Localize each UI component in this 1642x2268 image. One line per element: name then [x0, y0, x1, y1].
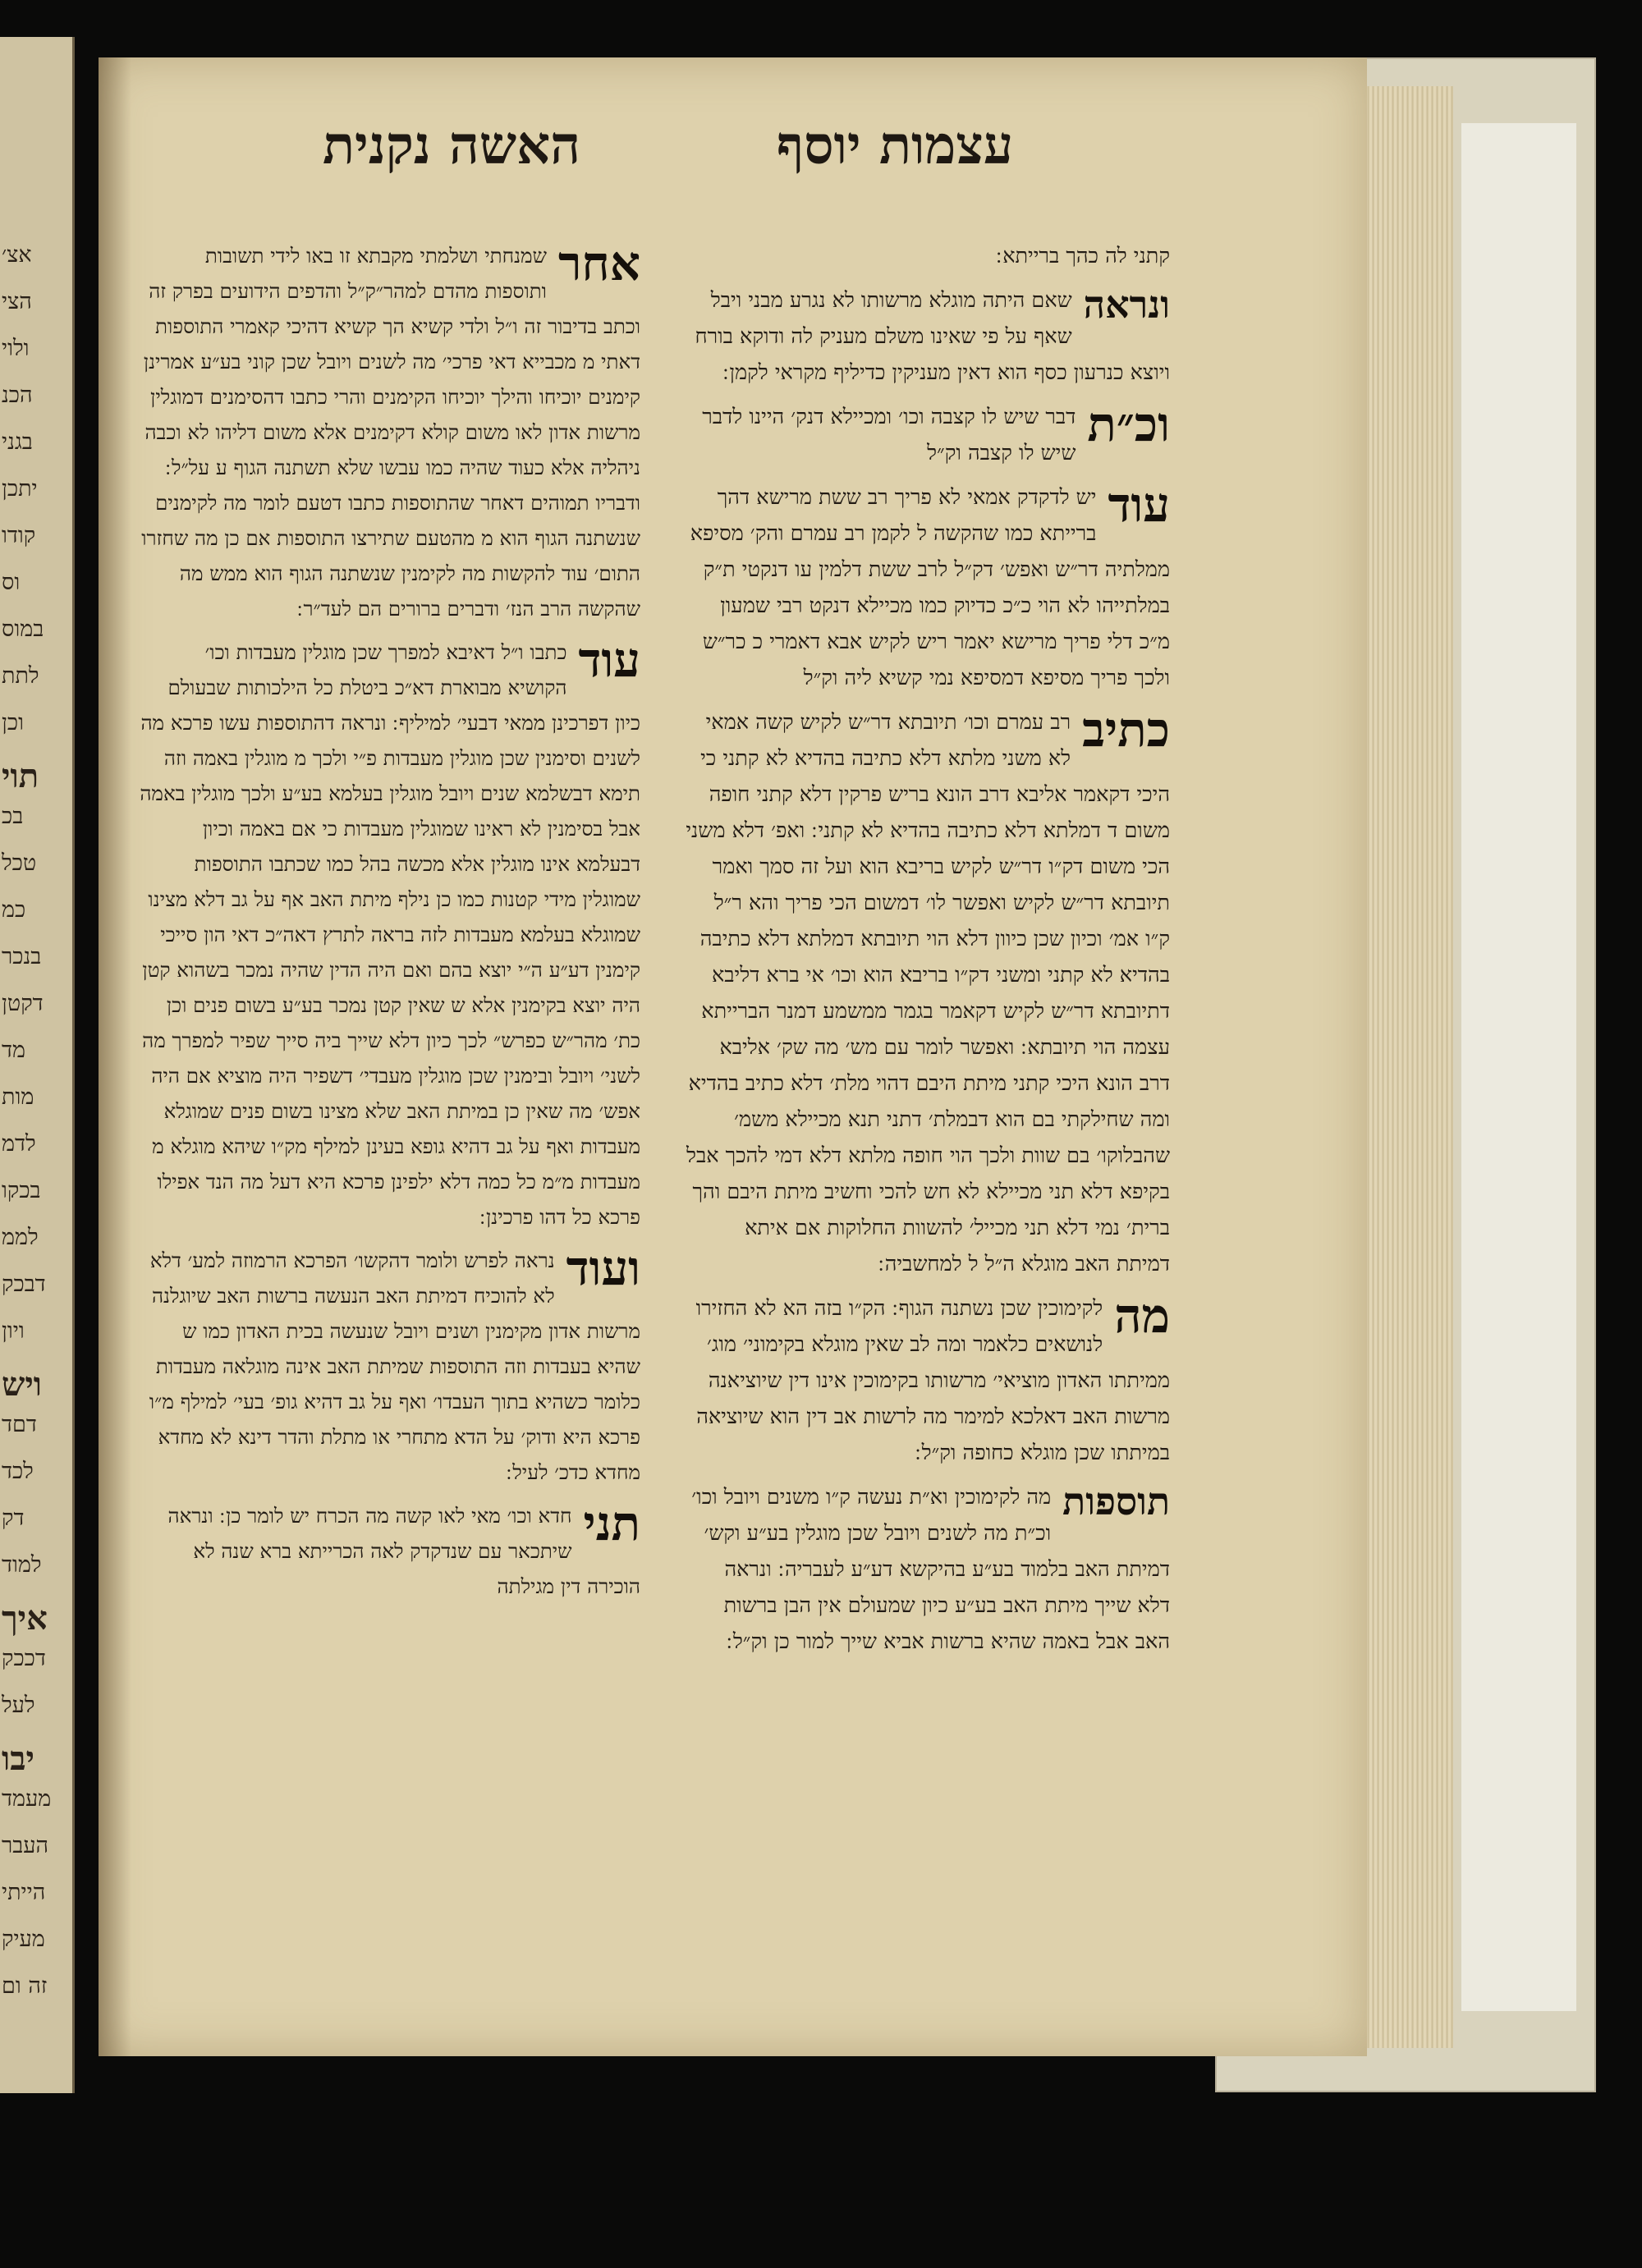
paragraph-keyword: ועוד	[566, 1240, 640, 1296]
paragraph-text: נראה לפרש ולומר דהקשו׳ הפרכא הרמוזה למע׳ דלא לא להוכיח דמיתת האב הנעשה ברשות האב שיוגלנה מרשות אדון מקימנין ושנים ויובל שנעשה בכית האדון כמו ש שהיא בעבדות וזה התוספות שמיתת האב אינה מוגלאה מעבדות כלומר כשהיא בתוך העבדו׳ ואף על גב דהיא גופ׳ בעי׳ למילף מ״ו פרכא היא ודוק׳ על הדא מתחרי או מתלת והדר דינא לא מחדא מחדא כדכ׳ לעיל ׃	[149, 1249, 640, 1484]
paragraph-text: לקימוכין שכן נשתנה הגוף ׃ הק״ו בזה הא לא החזירו לנושאים כלאמר ומה לב שאין מוגלא בקימוני׳ מוג׳ ממיתתו האדון מוציאי׳ מרשותו בקימוכין אינו דין שיוציאנה מרשות האב דאלכא למימר מה לרשות אב דין הוא שיוציאה במיתתו שכן מוגלא כחופה וק״ל ׃	[695, 1296, 1170, 1465]
neighbor-page-fragment: זה ום	[2, 1973, 48, 1999]
neighbor-page-fragment: העבר	[2, 1833, 49, 1858]
paragraph-text: קתני לה כהך ברייתא ׃	[996, 244, 1170, 268]
neighbor-page-fragment: ויון	[2, 1318, 25, 1344]
paragraph-keyword: עוד	[578, 632, 640, 688]
neighbor-page-fragment: יבו	[2, 1739, 34, 1778]
paragraph-text: חדא וכו׳ מאי לאו קשה מה הכרח יש לומר כן ׃ ונראה שיתכאר עם שנדקדק לאה הכרייתא ברא שנה לא הוכירה דין מגילתה	[167, 1504, 640, 1598]
neighbor-page-fragment: וס	[2, 570, 21, 595]
neighbor-page-fragment: למוד	[2, 1552, 42, 1578]
neighbor-page-fragment: אצ׳	[2, 242, 32, 268]
paragraph-text: שמנחתי ושלמתי מקבתא זו באו לידי תשובות ותוספות מהדם למהר״ק״ל והדפים הידועים בפרק זה וכתב בדיבור זה ו״ל ולדי קשיא הך קשיא דהיכי קאמרי התוספות דאתי מ מכבייא דאי פרכי׳ מה לשנים ויובל שכן קוני בע״ע אמרינן קימנים יוכיחו והילך יוכיחו הקימנים והרי כתבו דהסימנים דמוגלין מרשות אדון לאו משום קולא דקימנים אלא משום דליהו לא וכבה ניהליה אלא כעוד שהיה כמו עבשו שלא תשתנה הגוף ע על״ל ׃ ודבריו תמוהים דאחר שהתוספות כתבו דטעם לומר מה לקימנים שנשתנה הגוף הוא מ מהטעם שתירצו התוספות אם כן מה שחזרו התום׳ עוד להקשות מה לקימנין שנשתנה הגוף הוא ממש מה שהקשה הרב הנז׳ ודברים ברורים הם לעד״ר ׃	[141, 244, 640, 621]
neighbor-page-fragment: איך	[2, 1599, 48, 1638]
neighbor-page-fragment: לכד	[2, 1459, 34, 1484]
neighbor-page-fragment: דככק	[2, 1646, 46, 1671]
neighbor-page-fragment: הייתי	[2, 1880, 46, 1905]
paragraph-keyword: ונראה	[1083, 282, 1170, 327]
commentary-paragraph	[140, 1240, 640, 1490]
paragraph-keyword: תני	[583, 1496, 640, 1551]
folder-insert	[1461, 123, 1576, 2011]
commentary-paragraph	[686, 238, 1170, 274]
paragraph-text: דבר שיש לו קצבה וכו׳ ומכיילא דנק׳ היינו לדבר שיש לו קצבה וק״ל	[702, 405, 1076, 465]
paragraph-text: כתבו ו״ל דאיבא למפרך שכן מוגלין מעבדות וכו׳ הקושיא מבוארת דא״כ ביטלת כל הילכותות שבעולם כיון דפרכינן ממאי דבעי׳ למיליף ׃ ונראה דהתוספות עשו פרכא מה לשנים וסימנין שכן מוגלין מעבדות פ״י ולכך מ מוגלין באמה וזה תימא דבשלמא שנים ויובל מוגלין בעלמא בע״ע ולכך מוגלין באמה אבל בסימנין לא ראינו שמוגלין מעבדות כי אם באמה וכיון דבעלמא אינו מוגלין אלא מכשה בהל כמו שכתבו התוספות שמוגלין מידי קטנות כמו כן נילף מיתת האב אף על גב דלא מצינו שמוגלא בעלמא מעבדות לזה בראה לתרץ דאה״כ דאי הון סייכי קימנין דע״ע ה״י יוצא בהם ואם היה הדין שהיה נמכר בשהוא קטן היה יוצא בקימנין אלא ש שאין קטן נמכר בע״ע בשום פנים וכן כת׳ מהר״ש כפרש״ לכך כיון דלא שייך ביה סייך שפיר למפרך מה לשני׳ ויובל ובימנין שכן מוגלין מעבדי׳ דשפיר היה מוציא אם היה אפש׳ מה שאין כן במיתת האב שלא מצינו בשום פנים שמוגלא מעבדות ואף על גב דהיא גופא בעינן למילף מק״ו שיהא מוגלא מ מעבדות מ״מ כל כמה דלא ילפינן פרכא היא דעל מה הנד אפילו פרכא כל דהו פרכינן ׃	[140, 640, 640, 1229]
paragraph-text: רב עמרם וכו׳ תיובתא דר״ש לקיש קשה אמאי לא משני מלתא דלא כתיבה בהדיא לא קתני כי היכי דקאמר אליבא דרב הונא בריש פרקין דלא קתני חופה משום ד דמלתא דלא כתיבה בהדיא לא קתני ׃ ואפ׳ דלא משני הכי משום דק״ו דר״ש לקיש בריבא הוא ועל זה סמך ואמר תיובתא דר״ש לקיש ואפשר לו׳ דמשום הכי פריך והא ר״ל ק״ו אמ׳ וכיון שכן כיוון דלא הוי תיובתא דמלתא דלא כתיבה בהדיא לא קתני ומשני דק״ו בריבא הוא וכו׳ אי ברא דליבא דתיובתא דר״ש לקיש דקאמר בגמר ממשמע דמנר הברייתא עצמה הוי תיובתא ׃ ואפשר לומר עם מש׳ מה שק׳ אליבא דרב הונא היכי קתני מיתת היבם דהוי מלת׳ דלא כתיב בהדיא ומה שחילקתי בם הוא דבמלת׳ דתני תנא מכיילא משמ׳ שהבלוקו׳ בם שוות ולכך הוי חופה מלתא דלא דמי להכך אבל בקיפא דלא תני מכיילא לא חש להכי וחשיב מיתת היבם והך ברית׳ נמי דלא תני מכייל׳ להשוות החלוקות אם איתא דמיתת האב מוגלא ה״ל ל למחשביה ׃	[686, 710, 1170, 1276]
running-header-right: עצמות יוסף	[776, 115, 1014, 176]
neighbor-page-fragment: מעיק	[2, 1927, 45, 1952]
neighbor-page-fragment: תוי	[2, 757, 39, 795]
paragraph-keyword: תוספות	[1062, 1479, 1170, 1523]
neighbor-page-fragment: מעמד	[2, 1786, 52, 1812]
paragraph-keyword: כתיב	[1082, 702, 1170, 758]
commentary-paragraph	[686, 704, 1170, 1282]
neighbor-page-fragment: כמ	[2, 897, 26, 923]
neighbor-page-fragment: לממ	[2, 1225, 39, 1250]
left-text-column	[140, 238, 640, 1612]
paragraph-text: מה לקימוכין וא״ת נעשה ק״ו משנים ויובל וכו׳ וכ״ת מה לשנים ויובל שכן מוגלין בע״ע וקש׳ דמיתת האב בלמוד בע״ע בהיקשא דע״ע לעבריה ׃ ונראה דלא שייך מיתת האב בע״ע כיון שמעולם אין הבן ברשות האב אבל באמה שהיא ברשות אביא שייך למור כן וק״ל ׃	[691, 1485, 1170, 1654]
neighbor-page-fragment: קודו	[2, 523, 36, 548]
neighbor-page-fragment: ויש	[2, 1365, 43, 1404]
left-page-strip	[0, 37, 75, 2093]
right-text-column	[686, 238, 1170, 1668]
paragraph-keyword: מה	[1114, 1288, 1170, 1344]
neighbor-page-fragment: לעל	[2, 1693, 35, 1718]
commentary-paragraph	[686, 1479, 1170, 1660]
neighbor-page-fragment: דםד	[2, 1412, 37, 1437]
neighbor-page-fragment: הכנ	[2, 383, 33, 408]
neighbor-page-fragment: בגני	[2, 429, 33, 455]
paragraph-text: שאם היתה מוגלא מרשותו לא נגרע מבני ויבל שאף על פי שאינו משלם מעניק לה ודוקא בורח ויוצא כנרעון כסף הוא דאין מעניקין כדיליף מקראי לקמן ׃	[695, 288, 1170, 385]
commentary-paragraph	[140, 238, 640, 626]
neighbor-page-fragment: דק	[2, 1505, 25, 1531]
commentary-paragraph	[686, 396, 1170, 471]
neighbor-page-fragment: ולוי	[2, 336, 30, 361]
neighbor-page-fragment: במוס	[2, 616, 44, 642]
neighbor-page-fragment: דבכק	[2, 1271, 46, 1297]
commentary-paragraph	[686, 282, 1170, 391]
neighbor-page-fragment: וכן	[2, 710, 24, 735]
commentary-paragraph	[140, 632, 640, 1235]
neighbor-page-fragment: לדמ	[2, 1131, 36, 1157]
neighbor-page-fragment: בכ	[2, 804, 24, 829]
commentary-paragraph	[686, 479, 1170, 696]
neighbor-page-fragment: דקטן	[2, 991, 44, 1016]
neighbor-page-fragment: מד	[2, 1038, 25, 1063]
paragraph-keyword: עוד	[1108, 477, 1170, 533]
neighbor-page-fragment: לתת	[2, 663, 39, 689]
neighbor-page-fragment: מות	[2, 1084, 34, 1110]
neighbor-page-fragment: טכל	[2, 850, 37, 876]
neighbor-page-fragment: יתכן	[2, 476, 38, 502]
running-header-left: האשה נקנית	[323, 115, 580, 176]
neighbor-page-fragment: בכקו	[2, 1178, 41, 1203]
page-edges	[1355, 86, 1453, 2048]
paragraph-text: יש לדקדק אמאי לא פריך רב ששת מרישא דהך ברייתא כמו שהקשה ל לקמן רב עמרם והק׳ מסיפא ממלתיה דר״ש ואפש׳ דק״ל לרב ששת דלמין עו דנקטי ת״ק במלתייהו לא הוי כ״כ כדיוק כמו מכיילא דנקט רבי שמעון מ״כ דלי פריך מרישא יאמר ריש לקיש אבא דאמרי כ כר״ש ולכך פריך מסיפא דמסיפא נמי קשיא ליה וק״ל	[690, 485, 1170, 690]
neighbor-page-fragment: בנכר	[2, 944, 42, 969]
commentary-paragraph	[686, 1290, 1170, 1471]
neighbor-page-fragment: הצי	[2, 289, 32, 314]
commentary-paragraph	[140, 1498, 640, 1604]
paragraph-keyword: אחר	[557, 236, 640, 291]
paragraph-keyword: וכ״ת	[1087, 396, 1170, 452]
